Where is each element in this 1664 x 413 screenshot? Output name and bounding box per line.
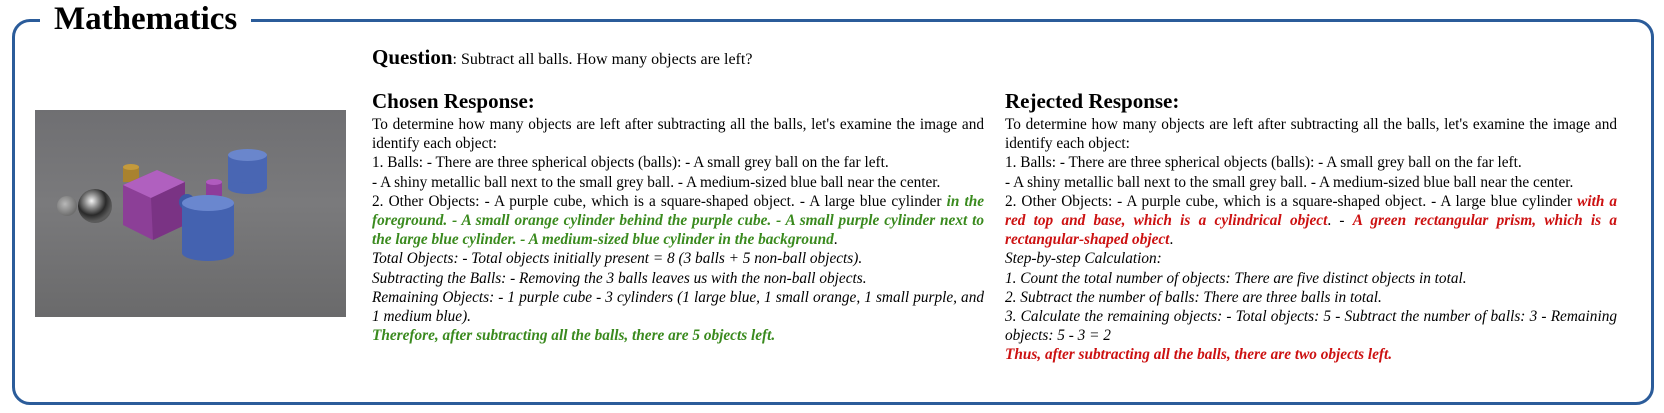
rejected-other-objects xyxy=(1005,192,1617,250)
question xyxy=(372,44,752,73)
chosen-intro: To determine how many objects are left after subtracting all the balls, let's examine the image and identify each object: xyxy=(372,116,984,153)
rejected-other-highlight-1: with a red top and base, which is a cylindrical object xyxy=(1005,192,1617,230)
chosen-response xyxy=(372,88,984,345)
rejected-other-end: . xyxy=(1169,231,1174,249)
chosen-other-end: . xyxy=(833,231,838,249)
chosen-other-objects xyxy=(372,192,984,250)
chosen-conclusion: Therefore, after subtracting all the balls, there are 5 objects left. xyxy=(372,327,776,345)
chosen-balls-cont: - A shiny metallic ball next to the small grey ball. - A medium-sized blue ball near the center. xyxy=(372,173,941,191)
chosen-total: Total Objects: - Total objects initially present = 8 (3 balls + 5 non-ball objects). xyxy=(372,250,863,268)
chosen-heading: Chosen Response: xyxy=(372,89,535,113)
rejected-step-1: 1. Count the total number of objects: There are five distinct objects in total. xyxy=(1005,269,1467,287)
chosen-subtract: Subtracting the Balls: - Removing the 3 balls leaves us with the non-ball objects. xyxy=(372,269,867,287)
chosen-remaining: Remaining Objects: - 1 purple cube - 3 cylinders (1 large blue, 1 small orange, 1 small purple, and 1 medium blue). xyxy=(372,288,984,326)
rejected-other-plain: 2. Other Objects: - A purple cube, which is a square-shaped object. - A large blue cylinder xyxy=(1005,192,1573,210)
scene-image xyxy=(35,110,346,317)
rejected-balls-cont: - A shiny metallic ball next to the small grey ball. - A medium-sized blue ball near the center. xyxy=(1005,173,1574,191)
rejected-calc-title: Step-by-step Calculation: xyxy=(1005,250,1162,268)
question-label: Question xyxy=(372,45,453,69)
chosen-balls: 1. Balls: - There are three spherical objects (balls): - A small grey ball on the far left. xyxy=(372,154,889,172)
rejected-balls: 1. Balls: - There are three spherical objects (balls): - A small grey ball on the far left. xyxy=(1005,154,1522,172)
rejected-conclusion: Thus, after subtracting all the balls, there are two objects left. xyxy=(1005,346,1393,364)
chosen-other-plain: 2. Other Objects: - A purple cube, which is a square-shaped object. - A large blue cylinder xyxy=(372,192,942,210)
section-title: Mathematics xyxy=(40,0,251,38)
rejected-other-highlight-2: A green rectangular prism, which is a rectangular-shaped object xyxy=(1005,212,1617,249)
rejected-heading: Rejected Response: xyxy=(1005,89,1180,113)
rejected-step-2: 2. Subtract the number of balls: There are three balls in total. xyxy=(1005,288,1382,306)
chosen-other-highlight: in the foreground. - A small orange cylinder behind the purple cube. - A small purple cylinder next to the large blue cylinder. - A medium-sized blue cylinder in the background xyxy=(372,192,984,249)
rejected-intro: To determine how many objects are left after subtracting all the balls, let's examine the image and identify each object: xyxy=(1005,116,1617,153)
rejected-other-sep: . - xyxy=(1327,212,1353,230)
rejected-response xyxy=(1005,88,1617,365)
question-text: : Subtract all balls. How many objects are left? xyxy=(452,51,753,68)
rejected-step-3: 3. Calculate the remaining objects: - Total objects: 5 - Subtract the number of balls: 3 - Remaining objects: 5 - 3 = 2 xyxy=(1005,308,1617,345)
